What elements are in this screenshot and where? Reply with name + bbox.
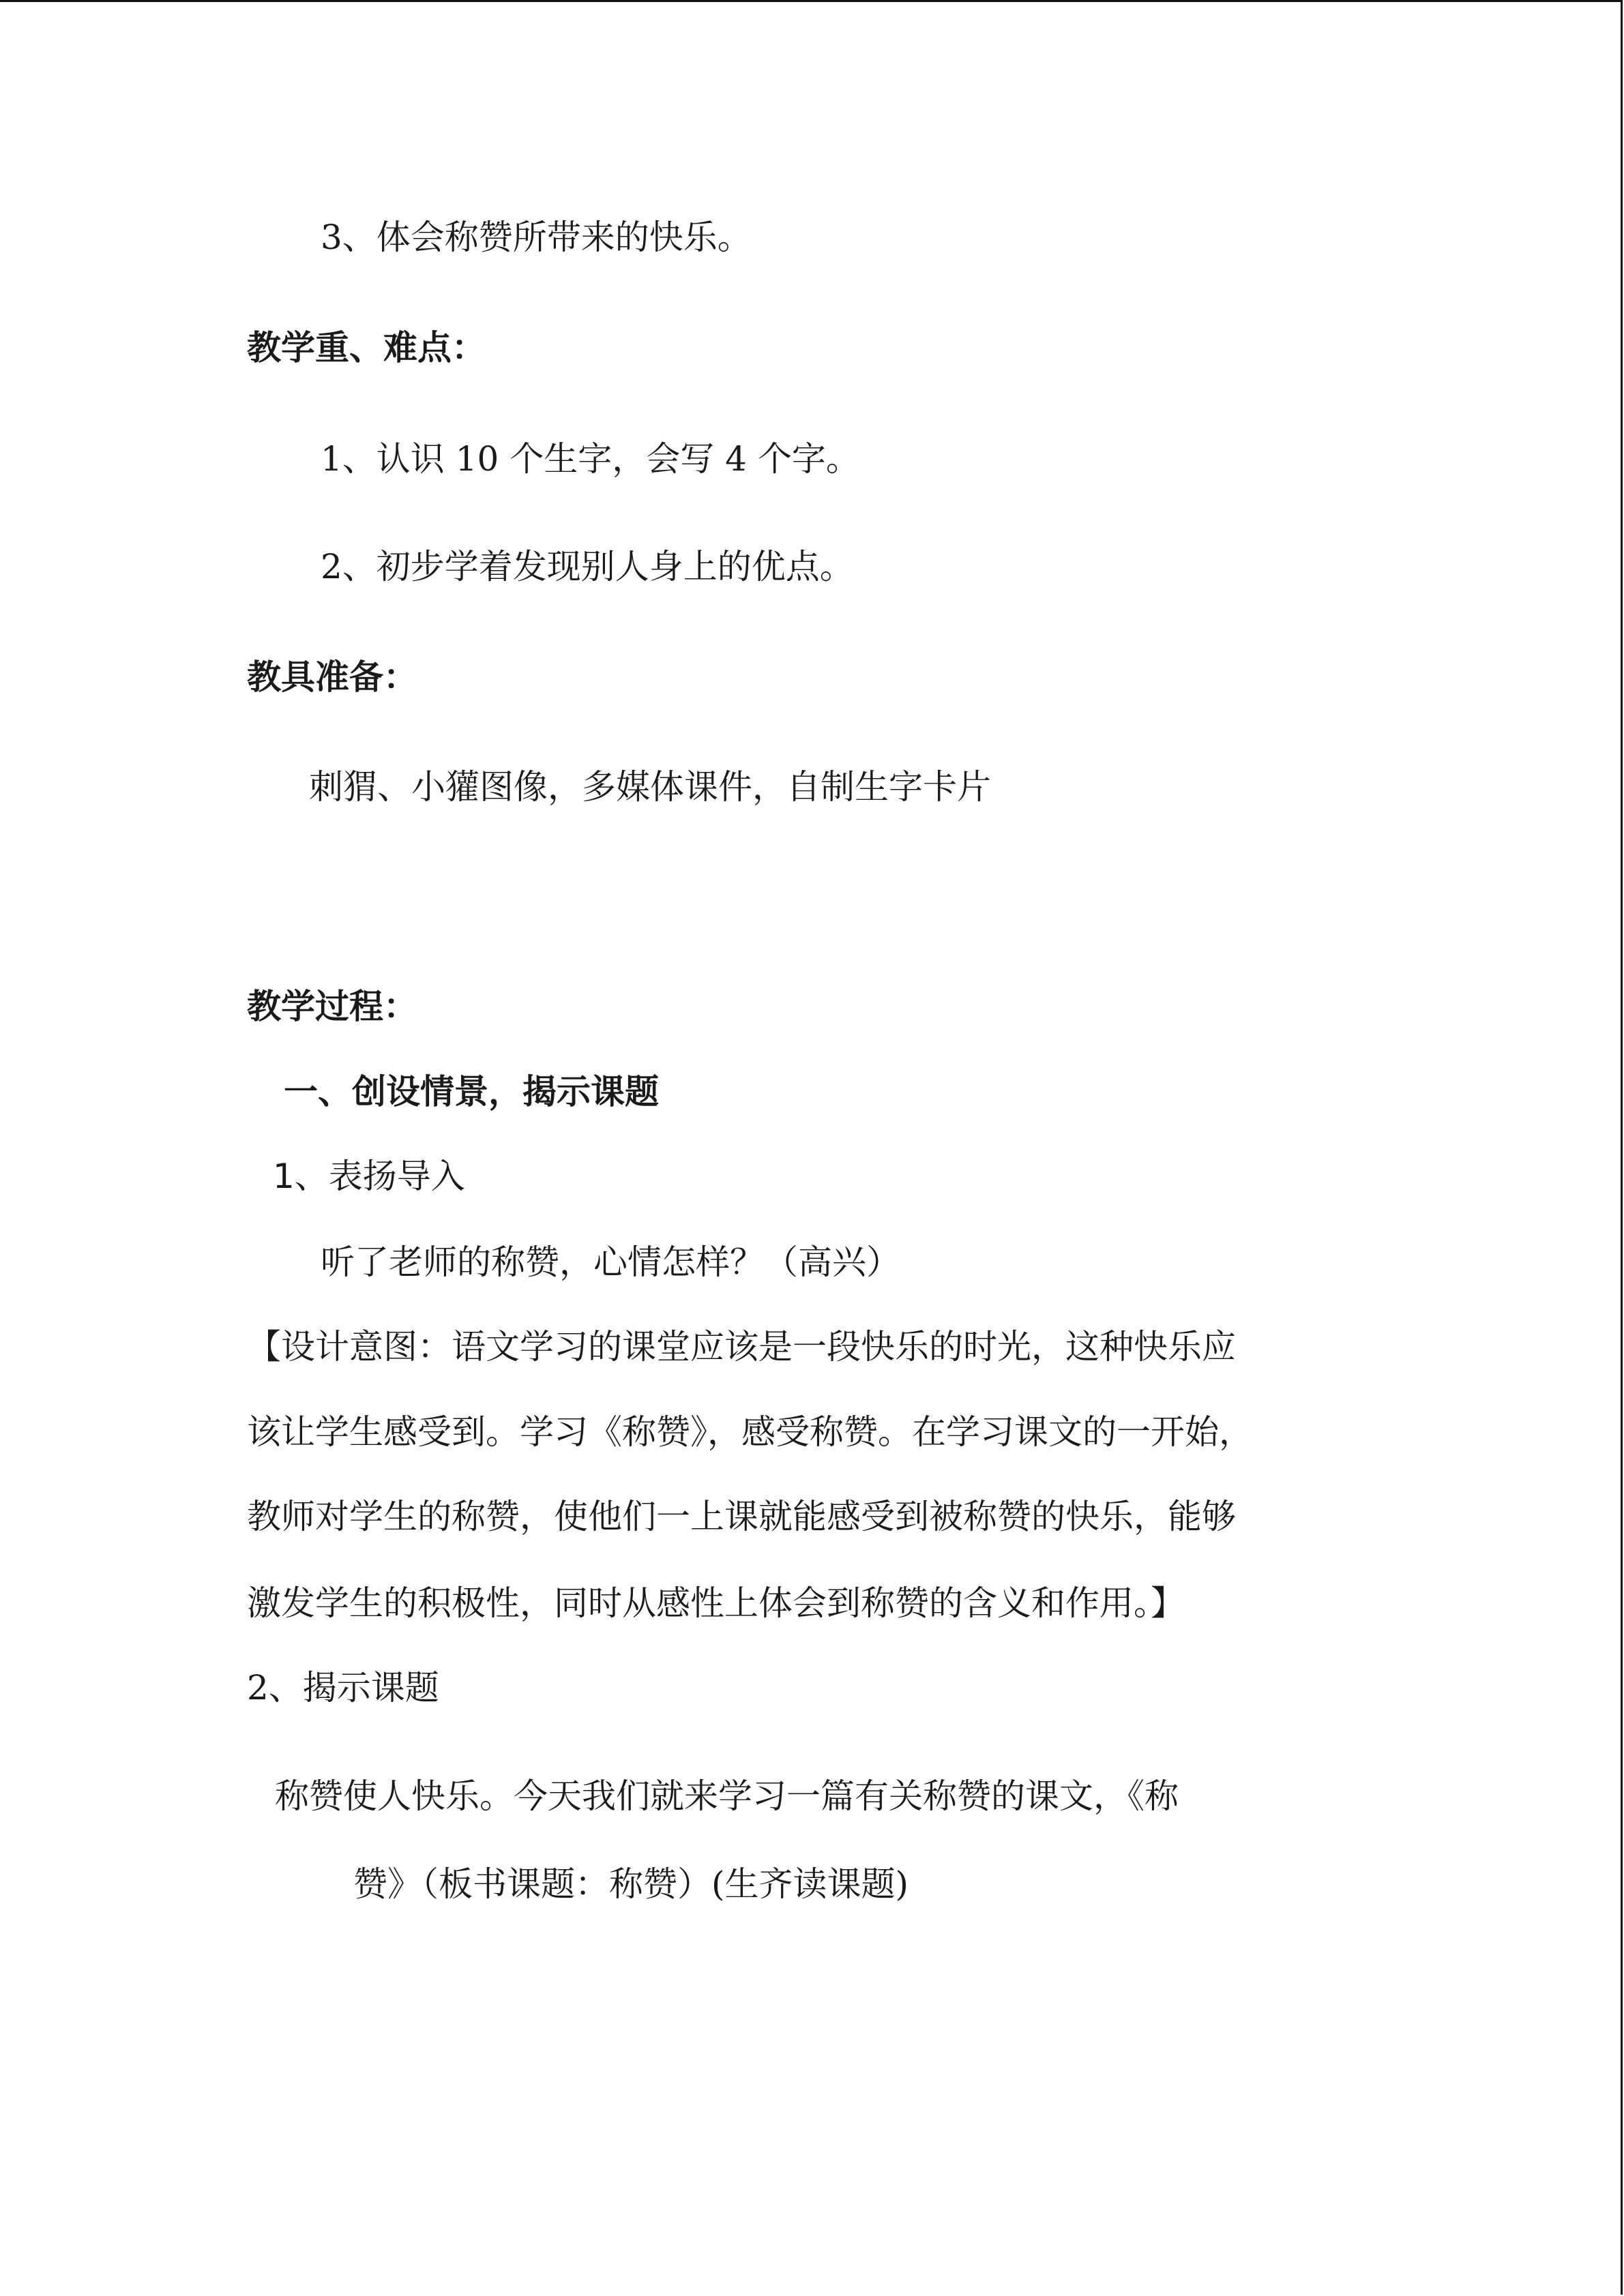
materials-heading: 教具准备： [247,657,417,697]
materials-text: 刺猬、小獾图像，多媒体课件，自制生字卡片 [309,767,991,807]
section-1-title: 一、创设情景，揭示课题 [284,1072,659,1112]
design-intent-line: 教师对学生的称赞，使他们一上课就能感受到被称赞的快乐，能够 [247,1497,1236,1536]
key-point-item-2: 2、初步学着发现别人身上的优点。 [321,547,854,586]
step-2-title: 2、揭示课题 [247,1668,439,1708]
step-2-text-line: 赞》（板书课题：称赞）(生齐读课题) [353,1864,909,1904]
design-intent-line: 激发学生的积极性，同时从感性上体会到称赞的含义和作用。】 [247,1583,1185,1623]
design-intent-line: 【设计意图：语文学习的课堂应该是一段快乐的时光，这种快乐应 [247,1327,1236,1367]
design-intent-line: 该让学生感受到。学习《称赞》，感受称赞。在学习课文的一开始， [247,1412,1253,1452]
key-point-item-1: 1、认识 10 个生字，会写 4 个字。 [321,439,860,479]
key-points-heading: 教学重、难点： [247,328,486,368]
step-2-text-line: 称赞使人快乐。今天我们就来学习一篇有关称赞的课文，《称 [275,1776,1179,1816]
step-1-title: 1、表扬导入 [273,1157,465,1196]
process-heading: 教学过程： [247,987,417,1026]
objective-item-3: 3、体会称赞所带来的快乐。 [321,218,752,257]
step-1-text: 听了老师的称赞，心情怎样？（高兴） [321,1242,900,1282]
